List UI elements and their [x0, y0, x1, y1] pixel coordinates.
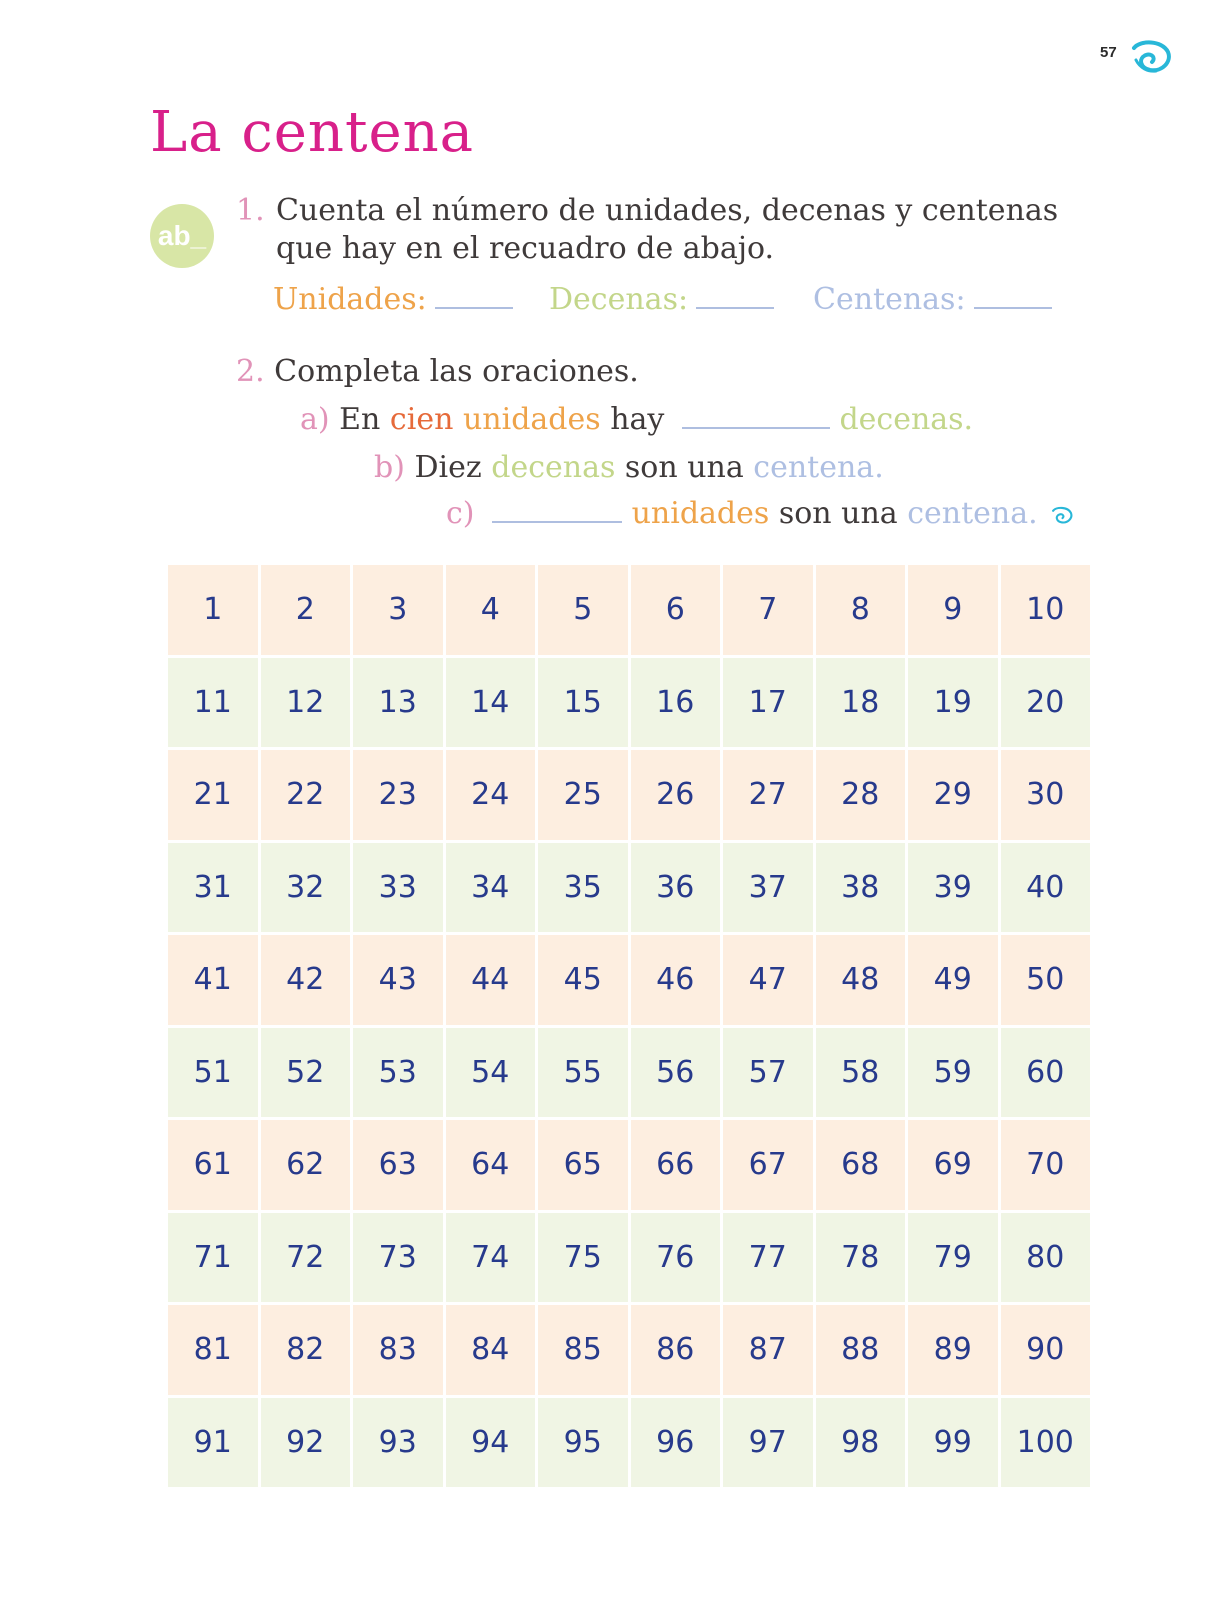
grid-cell: 67 — [723, 1120, 813, 1210]
sentence-b-diez: Diez — [414, 450, 482, 485]
grid-cell: 16 — [631, 658, 721, 748]
grid-cell: 35 — [538, 843, 628, 933]
grid-cell: 14 — [446, 658, 536, 748]
sentence-a-unidades: unidades — [462, 402, 601, 437]
sentence-a — [300, 402, 973, 437]
swirl-logo-icon — [1130, 38, 1172, 74]
grid-cell: 100 — [1001, 1398, 1091, 1488]
grid-cell: 21 — [168, 750, 258, 840]
sentence-b-decenas: decenas — [491, 450, 616, 485]
sentence-b-son-una: son una — [624, 450, 744, 485]
question-2 — [236, 354, 639, 389]
grid-cell: 98 — [816, 1398, 906, 1488]
grid-cell: 50 — [1001, 935, 1091, 1025]
centenas-field — [813, 282, 1052, 317]
grid-cell: 38 — [816, 843, 906, 933]
grid-cell: 63 — [353, 1120, 443, 1210]
sentence-a-cien: cien — [389, 402, 454, 437]
grid-cell: 3 — [353, 565, 443, 655]
grid-cell: 28 — [816, 750, 906, 840]
grid-cell: 13 — [353, 658, 443, 748]
unidades-label: Unidades: — [273, 282, 427, 317]
ab-badge-icon: ab_ — [150, 204, 214, 268]
grid-cell: 55 — [538, 1028, 628, 1118]
grid-cell: 76 — [631, 1213, 721, 1303]
grid-cell: 58 — [816, 1028, 906, 1118]
sentence-c-centena: centena. — [907, 496, 1038, 531]
question-2-text: Completa las oraciones. — [274, 354, 639, 389]
grid-cell: 18 — [816, 658, 906, 748]
grid-cell: 83 — [353, 1305, 443, 1395]
grid-cell: 40 — [1001, 843, 1091, 933]
sentence-c-unidades: unidades — [631, 496, 770, 531]
grid-cell: 96 — [631, 1398, 721, 1488]
grid-cell: 81 — [168, 1305, 258, 1395]
grid-cell: 77 — [723, 1213, 813, 1303]
grid-cell: 20 — [1001, 658, 1091, 748]
grid-cell: 48 — [816, 935, 906, 1025]
question-2-number: 2. — [236, 354, 265, 389]
grid-cell: 91 — [168, 1398, 258, 1488]
grid-cell: 45 — [538, 935, 628, 1025]
grid-cell: 74 — [446, 1213, 536, 1303]
grid-cell: 7 — [723, 565, 813, 655]
grid-cell: 95 — [538, 1398, 628, 1488]
grid-cell: 66 — [631, 1120, 721, 1210]
grid-cell: 60 — [1001, 1028, 1091, 1118]
grid-cell: 8 — [816, 565, 906, 655]
grid-cell: 90 — [1001, 1305, 1091, 1395]
page-title: La centena — [150, 100, 475, 165]
sentence-b-label: b) — [374, 450, 405, 485]
grid-cell: 99 — [908, 1398, 998, 1488]
grid-cell: 69 — [908, 1120, 998, 1210]
grid-cell: 4 — [446, 565, 536, 655]
grid-cell: 49 — [908, 935, 998, 1025]
grid-cell: 44 — [446, 935, 536, 1025]
grid-cell: 54 — [446, 1028, 536, 1118]
grid-cell: 75 — [538, 1213, 628, 1303]
grid-cell: 26 — [631, 750, 721, 840]
grid-cell: 1 — [168, 565, 258, 655]
grid-cell: 56 — [631, 1028, 721, 1118]
grid-cell: 82 — [261, 1305, 351, 1395]
grid-cell: 33 — [353, 843, 443, 933]
grid-cell: 9 — [908, 565, 998, 655]
grid-cell: 47 — [723, 935, 813, 1025]
grid-cell: 39 — [908, 843, 998, 933]
grid-cell: 43 — [353, 935, 443, 1025]
grid-cell: 97 — [723, 1398, 813, 1488]
grid-cell: 87 — [723, 1305, 813, 1395]
grid-cell: 70 — [1001, 1120, 1091, 1210]
grid-cell: 23 — [353, 750, 443, 840]
decenas-label: Decenas: — [549, 282, 689, 317]
grid-cell: 41 — [168, 935, 258, 1025]
page-number: 57 — [1100, 44, 1117, 61]
grid-cell: 22 — [261, 750, 351, 840]
grid-cell: 17 — [723, 658, 813, 748]
grid-cell: 88 — [816, 1305, 906, 1395]
grid-cell: 73 — [353, 1213, 443, 1303]
grid-cell: 10 — [1001, 565, 1091, 655]
sentence-c-blank[interactable] — [492, 520, 622, 523]
grid-cell: 78 — [816, 1213, 906, 1303]
grid-cell: 65 — [538, 1120, 628, 1210]
sentence-c — [446, 496, 1073, 531]
grid-cell: 15 — [538, 658, 628, 748]
grid-cell: 72 — [261, 1213, 351, 1303]
grid-cell: 46 — [631, 935, 721, 1025]
grid-cell: 11 — [168, 658, 258, 748]
sentence-b — [374, 450, 884, 485]
grid-cell: 37 — [723, 843, 813, 933]
sentence-a-word: En — [339, 402, 381, 437]
sentence-a-decenas: decenas. — [839, 402, 974, 437]
decenas-blank[interactable] — [696, 306, 774, 309]
hundred-chart — [168, 565, 1090, 1487]
grid-cell: 59 — [908, 1028, 998, 1118]
grid-cell: 79 — [908, 1213, 998, 1303]
centenas-blank[interactable] — [974, 306, 1052, 309]
sentence-c-son-una: son una — [778, 496, 898, 531]
grid-cell: 92 — [261, 1398, 351, 1488]
grid-cell: 84 — [446, 1305, 536, 1395]
grid-cell: 19 — [908, 658, 998, 748]
grid-cell: 52 — [261, 1028, 351, 1118]
grid-cell: 80 — [1001, 1213, 1091, 1303]
grid-cell: 5 — [538, 565, 628, 655]
grid-cell: 12 — [261, 658, 351, 748]
swirl-small-icon — [1051, 505, 1073, 525]
grid-cell: 31 — [168, 843, 258, 933]
grid-cell: 34 — [446, 843, 536, 933]
grid-cell: 32 — [261, 843, 351, 933]
grid-cell: 93 — [353, 1398, 443, 1488]
sentence-b-centena: centena. — [753, 450, 884, 485]
grid-cell: 27 — [723, 750, 813, 840]
grid-cell: 89 — [908, 1305, 998, 1395]
unidades-field — [273, 282, 513, 317]
question-1-text: Cuenta el número de unidades, decenas y centenas que hay en el recuadro de abajo. — [276, 193, 1059, 266]
grid-cell: 85 — [538, 1305, 628, 1395]
grid-cell: 68 — [816, 1120, 906, 1210]
grid-cell: 71 — [168, 1213, 258, 1303]
sentence-a-blank[interactable] — [682, 426, 830, 429]
decenas-field — [549, 282, 774, 317]
grid-cell: 64 — [446, 1120, 536, 1210]
question-1-number: 1. — [236, 193, 265, 228]
sentence-a-hay: hay — [610, 402, 665, 437]
question-1 — [236, 192, 1096, 268]
sentence-c-label: c) — [446, 496, 475, 531]
grid-cell: 6 — [631, 565, 721, 655]
grid-cell: 2 — [261, 565, 351, 655]
grid-cell: 57 — [723, 1028, 813, 1118]
grid-cell: 86 — [631, 1305, 721, 1395]
grid-cell: 29 — [908, 750, 998, 840]
grid-cell: 25 — [538, 750, 628, 840]
grid-cell: 53 — [353, 1028, 443, 1118]
grid-cell: 61 — [168, 1120, 258, 1210]
grid-cell: 51 — [168, 1028, 258, 1118]
grid-cell: 42 — [261, 935, 351, 1025]
grid-cell: 24 — [446, 750, 536, 840]
grid-cell: 62 — [261, 1120, 351, 1210]
grid-cell: 94 — [446, 1398, 536, 1488]
grid-cell: 36 — [631, 843, 721, 933]
grid-cell: 30 — [1001, 750, 1091, 840]
unidades-blank[interactable] — [435, 306, 513, 309]
sentence-a-label: a) — [300, 402, 330, 437]
centenas-label: Centenas: — [813, 282, 966, 317]
